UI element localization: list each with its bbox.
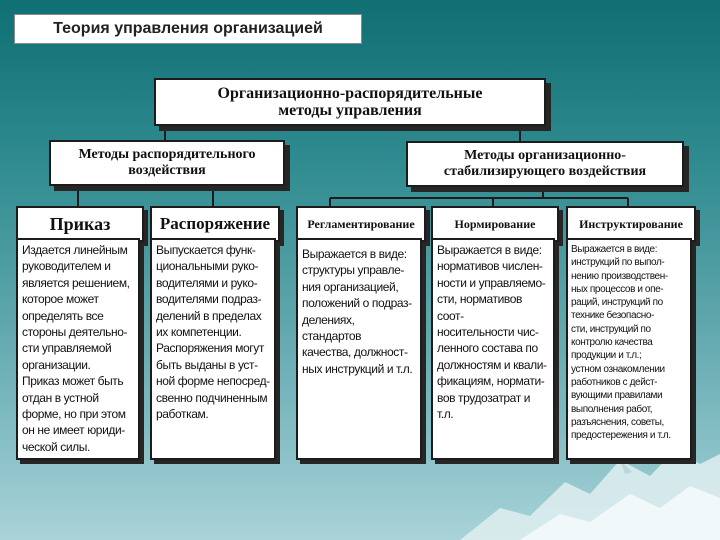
right-branch-label: Методы организационно- стабилизирующего воздействия xyxy=(443,148,647,179)
left-branch-box xyxy=(49,140,285,186)
column-rasporyazhenie-heading: Распоряжение xyxy=(150,206,280,242)
column-instruktirovanie-body: Выражается в виде: инструкций по выпол- нению производствен- ных процессов и опе- раций, инструкций по технике безопасно- сти, инструкций по контролю качества продукции и т.л.; устном ознакомлении работников с дейст- вующими правилами выполнения работ, разъяснения, советы, предостережения и т.л. xyxy=(566,238,692,460)
column-reglamentirovanie-heading: Регламентирование xyxy=(296,206,426,242)
column-instruktirovanie-heading: Инструктирование xyxy=(566,206,696,242)
column-prikaz-heading: Приказ xyxy=(16,206,144,242)
top-category-label: Организационно-распорядительные методы управления xyxy=(217,85,483,119)
column-reglamentirovanie-body: Выражается в виде: структуры управле- ния организацией, положений о подраз- делениях, стандартов качества, должност- ных инструкций и т.л. xyxy=(296,238,422,460)
top-category-box xyxy=(154,78,546,126)
column-prikaz-body: Издается линейным руководителем и является решением, которое может определять все стороны деятельно- сти управляемой организации. Приказ может быть отдан в устной форме, но при этом он не имеет юриди- ческой силы. xyxy=(16,238,140,460)
column-normirovanie-body: Выражается в виде: нормативов числен- ности и управляемо- сти, нормативов соот- носительности чис- ленного состава по должностям и квали- фикациям, нормати- вов трудозатрат и т.л. xyxy=(431,238,555,460)
slide-title: Теория управления организацией xyxy=(53,20,323,37)
left-branch-label: Методы распорядительного воздействия xyxy=(78,147,256,178)
column-normirovanie-heading: Нормирование xyxy=(431,206,559,242)
column-rasporyazhenie-body: Выпускается функ- циональными руко- водителями и руко- водителями подраз- делений в пределах их компетенции. Распоряжения могут быть выданы в уст- ной форме непосред- свенно подчиненным работкам. xyxy=(150,238,276,460)
right-branch-box xyxy=(406,141,684,187)
